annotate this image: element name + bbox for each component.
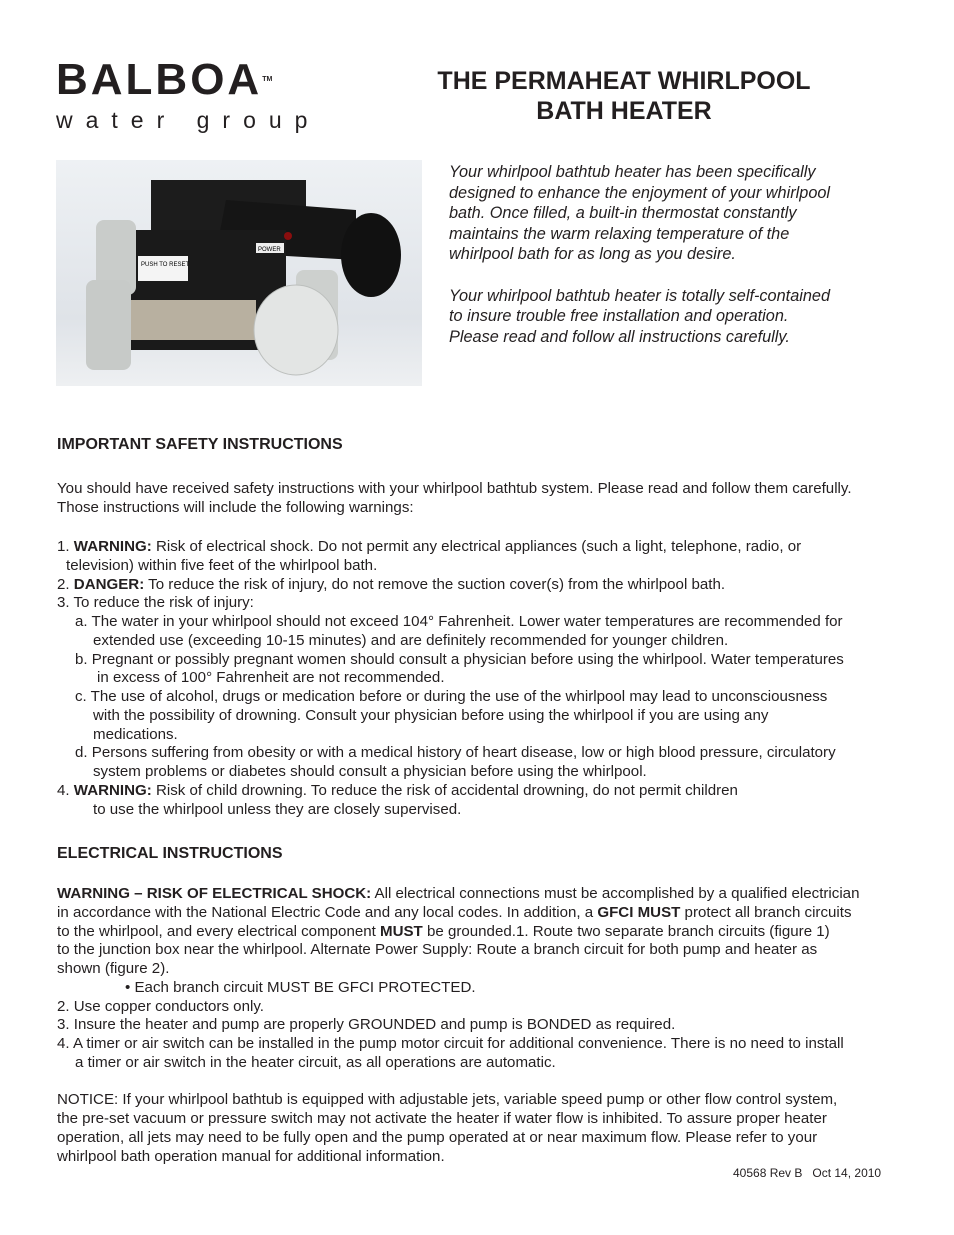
logo-subtitle: water group: [56, 107, 321, 133]
warning-label: WARNING:: [73, 538, 152, 555]
intro-paragraph-1: [449, 162, 830, 265]
text-line: [57, 904, 859, 923]
subitem-a: a. The water in your whirlpool should not exceed 104° Fahrenheit. Lower water temperatures are recommended for: [75, 613, 843, 630]
text-line: Those instructions will include the following warnings:: [57, 498, 414, 516]
text-line: shown (figure 2).: [57, 960, 170, 977]
balboa-logo: [56, 55, 326, 133]
electrical-heading: ELECTRICAL INSTRUCTIONS: [57, 845, 283, 862]
intro-text: [449, 162, 830, 368]
item-text: To reduce the risk of injury, do not remove the suction cover(s) from the whirlpool bath.: [144, 575, 726, 593]
warning-label: WARNING – RISK OF ELECTRICAL SHOCK:: [57, 885, 372, 902]
safety-intro: [57, 480, 852, 518]
safety-heading: IMPORTANT SAFETY INSTRUCTIONS: [57, 436, 343, 453]
intro-line: Your whirlpool bathtub heater is totally self-contained: [449, 286, 831, 305]
safety-item-4: [57, 782, 844, 801]
electrical-item-3: 3. Insure the heater and pump are properly GROUNDED and pump is BONDED as required.: [57, 1016, 676, 1034]
text-line: You should have received safety instructions with your whirlpool bathtub system. Please read and follow them carefully.: [57, 480, 852, 497]
safety-item-1: [57, 538, 844, 557]
safety-list: [57, 538, 844, 819]
intro-paragraph-2: [449, 286, 830, 348]
text: in accordance with the National Electric Code and any local codes. In addition, a: [57, 903, 598, 921]
intro-line: bath. Once filled, a built-in thermostat constantly: [449, 204, 797, 223]
notice-line: NOTICE: If your whirlpool bathtub is equipped with adjustable jets, variable speed pump or other flow control system,: [57, 1091, 838, 1109]
notice-line: whirlpool bath operation manual for additional information.: [57, 1147, 445, 1165]
intro-line: designed to enhance the enjoyment of your whirlpool: [449, 183, 831, 202]
warning-label: WARNING:: [73, 781, 152, 799]
item-text: system problems or diabetes should consult a physician before using the whirlpool.: [93, 763, 647, 780]
item-number: 4.: [57, 781, 74, 799]
logo-brand: BALBOA: [56, 55, 263, 104]
text: to the whirlpool, and every electrical component: [57, 922, 381, 940]
gfci-must-emphasis: GFCI MUST: [597, 903, 681, 921]
text-line: a timer or air switch in the heater circuit, as all operations are automatic.: [75, 1053, 556, 1071]
item-text: Risk of electrical shock. Do not permit any electrical appliances (such a light, telephone, radio, or: [151, 538, 802, 555]
text-line: to the junction box near the whirlpool. Alternate Power Supply: Route a branch circuit for both pump and heater as: [57, 941, 818, 959]
text-line: [57, 923, 859, 942]
intro-line: Please read and follow all instructions carefully.: [449, 327, 790, 346]
title-line-1: THE PERMAHEAT WHIRLPOOL: [437, 67, 811, 95]
item-text: television) within five feet of the whirlpool bath.: [66, 556, 378, 574]
item-text: to use the whirlpool unless they are closely supervised.: [93, 800, 462, 818]
electrical-item-2: 2. Use copper conductors only.: [57, 997, 264, 1015]
danger-label: DANGER:: [73, 575, 145, 593]
heater-product-photo: [56, 160, 422, 386]
heater-illustration: [56, 160, 422, 386]
item-number: 1.: [57, 538, 74, 555]
item-text: extended use (exceeding 10-15 minutes) and are definitely recommended for younger children.: [93, 631, 729, 649]
item-text: in excess of 100° Fahrenheit are not recommended.: [97, 669, 445, 687]
item-text: Risk of child drowning. To reduce the risk of accidental drowning, do not permit children: [151, 781, 738, 799]
text: protect all branch circuits: [680, 903, 852, 921]
bullet-item: • Each branch circuit MUST BE GFCI PROTECTED.: [125, 978, 476, 996]
logo-wordmark: [56, 55, 326, 104]
electrical-warning: [57, 885, 859, 904]
subitem-b: b. Pregnant or possibly pregnant women should consult a physician before using the whirlpool. Water temperatures: [75, 650, 844, 668]
logo-tm: TM: [262, 76, 273, 83]
item-number: 2.: [57, 575, 74, 593]
document-revision: 40568 Rev B Oct 14, 2010: [733, 1166, 882, 1180]
item-text: medications.: [93, 725, 178, 743]
page-title: [424, 66, 824, 126]
intro-line: Your whirlpool bathtub heater has been specifically: [449, 163, 816, 181]
notice-line: the pre-set vacuum or pressure switch may not activate the heater if water flow is inhibited. To assure proper heater: [57, 1110, 827, 1127]
electrical-item-4: 4. A timer or air switch can be installed in the pump motor circuit for additional convenience. There is no need to install: [57, 1035, 844, 1052]
safety-item-3: 3. To reduce the risk of injury:: [57, 594, 254, 612]
reset-label: PUSH TO RESET: [141, 262, 190, 268]
item-text: with the possibility of drowning. Consult your physician before using the whirlpool if you are using any: [93, 706, 769, 724]
intro-line: to insure trouble free installation and operation.: [449, 307, 789, 326]
notice-line: operation, all jets may need to be fully open and the pump operated at or near maximum flow. Please refer to your: [57, 1128, 818, 1146]
intro-line: maintains the warm relaxing temperature of the: [449, 224, 790, 243]
power-label: POWER: [258, 247, 281, 253]
title-line-2: BATH HEATER: [536, 97, 712, 125]
text: be grounded.1. Route two separate branch circuits (figure 1): [422, 922, 830, 940]
intro-line: whirlpool bath for as long as you desire.: [449, 245, 736, 264]
must-emphasis: MUST: [380, 922, 423, 940]
safety-item-2: [57, 576, 844, 595]
subitem-c: c. The use of alcohol, drugs or medication before or during the use of the whirlpool may lead to unconsciousness: [75, 688, 828, 705]
subitem-d: d. Persons suffering from obesity or with a medical history of heart disease, low or high blood pressure, circulatory: [75, 744, 836, 762]
text: All electrical connections must be accomplished by a qualified electrician: [371, 885, 860, 902]
electrical-instructions: [57, 885, 859, 1166]
